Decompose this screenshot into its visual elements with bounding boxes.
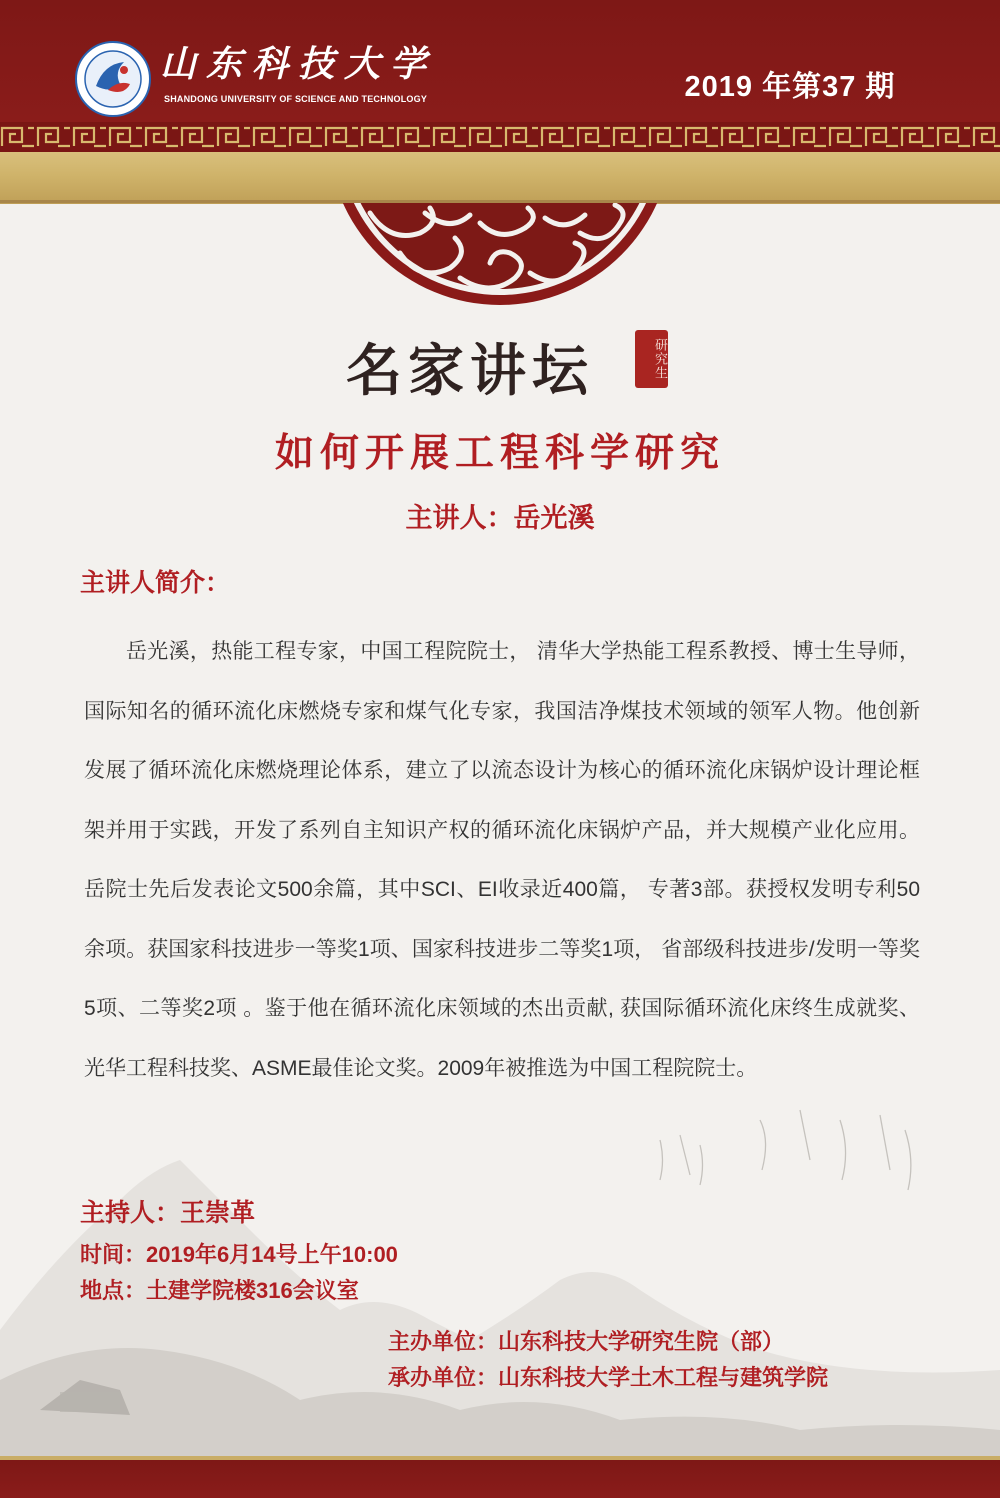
bio-heading: 主讲人简介： xyxy=(80,569,231,597)
event-time: 时间：2019年6月14号上午10:00 xyxy=(80,1242,398,1267)
fret-pattern-band xyxy=(0,122,1000,152)
lecture-title: 如何开展工程科学研究 xyxy=(274,432,725,475)
host-name: 主持人：王崇革 xyxy=(80,1199,256,1227)
university-name-en: SHANDONG UNIVERSITY OF SCIENCE AND TECHNOLOGY xyxy=(164,94,428,104)
gold-band xyxy=(0,152,1000,204)
forum-title: 名家讲坛 xyxy=(346,338,594,404)
speaker-name: 主讲人：岳光溪 xyxy=(405,503,595,533)
footer-banner xyxy=(0,1460,1000,1498)
university-name-cn: 山东科技大学 xyxy=(160,43,437,85)
university-logo-icon xyxy=(74,40,152,118)
organizer: 主办单位：山东科技大学研究生院（部） xyxy=(388,1329,785,1354)
co-organizer: 承办单位：山东科技大学土木工程与建筑学院 xyxy=(388,1365,829,1390)
graduate-seal: 研究生 xyxy=(635,330,668,388)
decorative-medallion xyxy=(330,203,670,308)
issue-number: 2019 年第37 期 xyxy=(684,71,896,103)
event-place: 地点：土建学院楼316会议室 xyxy=(80,1278,359,1303)
speaker-bio: 岳光溪，热能工程专家，中国工程院院士， 清华大学热能工程系教授、博士生导师，国际知名的循环流化床燃烧专家和煤气化专家，我国洁净煤技术领域的领军人物。他创新发展了循环流化床燃烧理论体系，建立了以流态设计为核心的循环流化床锅炉设计理论框架并用于实践，开发了系列自主知识产权的循环流化床锅炉产品，并大规模产业化应用。岳院士先后发表论文500余篇，其中SCI、EI收录近400篇， 专著3部。获授权发明专利50余项。获国家科技进步一等奖1项、国家科技进步二等奖1项， 省部级科技进步/发明一等奖5项、二等奖2项 。鉴于他在循环流化床领域的杰出贡献, 获国际循环流化床终生成就奖、光华工程科技奖、ASME最佳论文奖。2009年被推选为中国工程院院士。 xyxy=(84,640,920,1080)
